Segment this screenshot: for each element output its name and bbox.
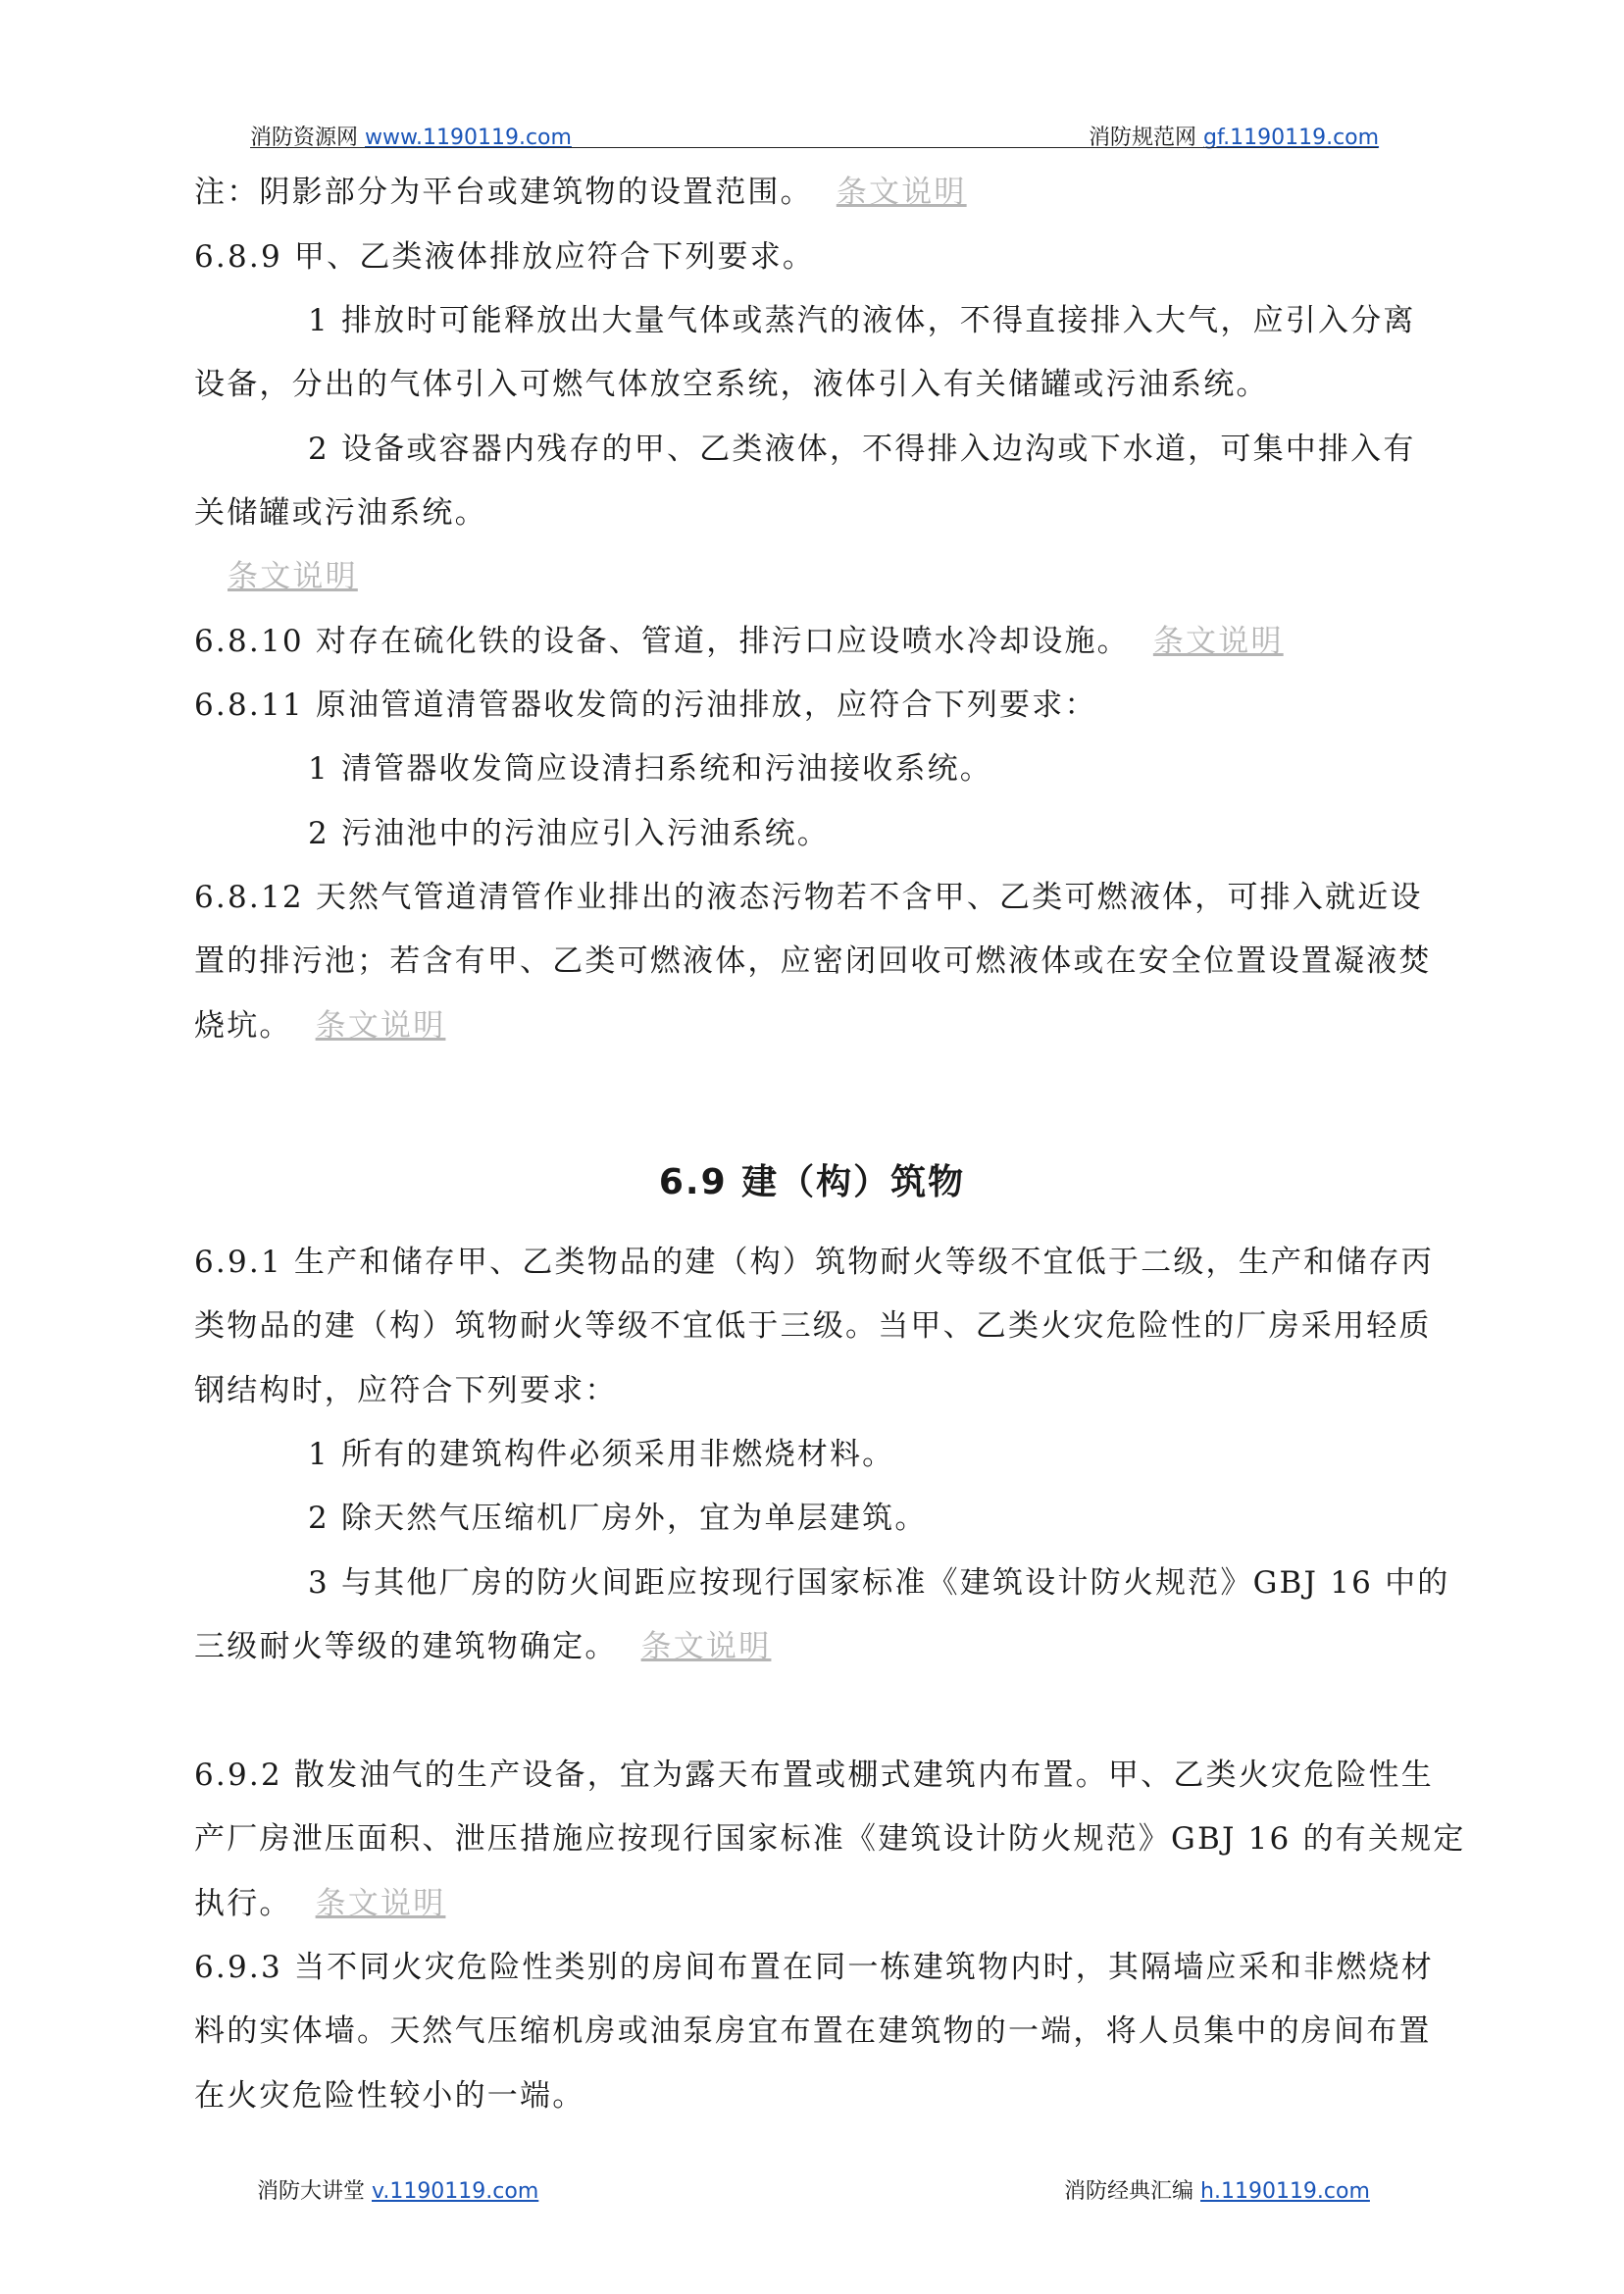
footer-left-label: 消防大讲堂 — [257, 2179, 366, 2204]
clause-note-link[interactable]: 条文说明 — [315, 1008, 446, 1044]
clause-note-link[interactable]: 条文说明 — [228, 559, 358, 594]
clause-note-link[interactable]: 条文说明 — [315, 1886, 446, 1921]
footer-right-label: 消防经典汇编 — [1064, 2179, 1194, 2204]
header-right-link[interactable]: gf.1190119.com — [1203, 126, 1380, 150]
clause-6-9-3 — [194, 1948, 1434, 1987]
line-text: 类物品的建（构）筑物耐火等级不宜低于三级。当甲、乙类火灾危险性的厂房采用轻质 — [194, 1308, 1432, 1344]
list-item — [308, 814, 830, 853]
line-text: 2 污油池中的污油应引入污油系统。 — [308, 816, 830, 851]
clause-6-9-2 — [194, 1756, 1434, 1795]
line-text: 6.9.2 散发油气的生产设备，宜为露天布置或棚式建筑内布置。甲、乙类火灾危险性生 — [194, 1758, 1434, 1793]
header-left-link[interactable]: www.1190119.com — [365, 126, 572, 150]
line-text: 3 与其他厂房的防火间距应按现行国家标准《建筑设计防火规范》GBJ 16 中的 — [308, 1565, 1450, 1601]
line-text: 6.9.1 生产和储存甲、乙类物品的建（构）筑物耐火等级不宜低于二级，生产和储存丙 — [194, 1245, 1434, 1280]
line-text: 烧坑。 — [194, 1008, 292, 1044]
line-text: 1 所有的建筑构件必须采用非燃烧材料。 — [308, 1437, 895, 1472]
footer-left-link[interactable]: v.1190119.com — [372, 2179, 539, 2204]
footer-right — [1064, 2174, 1370, 2205]
clause-6-9-1 — [194, 1243, 1434, 1282]
text-line — [194, 1371, 618, 1410]
text-line — [194, 2076, 584, 2116]
clause-note-link[interactable]: 条文说明 — [836, 175, 967, 210]
line-text: 设备，分出的气体引入可燃气体放空系统，液体引入有关储罐或污油系统。 — [194, 367, 1269, 402]
line-text: 注：阴影部分为平台或建筑物的设置范围。 — [194, 175, 813, 210]
line-text: 钢结构时，应符合下列要求： — [194, 1373, 618, 1408]
line-text: 置的排污池；若含有甲、乙类可燃液体，应密闭回收可燃液体或在安全位置设置凝液焚 — [194, 943, 1432, 979]
text-line — [194, 173, 967, 212]
line-text: 1 排放时可能释放出大量气体或蒸汽的液体，不得直接排入大气，应引入分离 — [308, 303, 1416, 338]
clause-note-link[interactable]: 条文说明 — [1152, 624, 1284, 659]
line-text: 1 清管器收发筒应设清扫系统和污油接收系统。 — [308, 751, 992, 787]
clause-note-link[interactable]: 条文说明 — [640, 1629, 772, 1664]
list-item — [308, 430, 1416, 469]
line-text: 在火灾危险性较小的一端。 — [194, 2078, 585, 2114]
text-line — [194, 942, 1432, 981]
section-title: 6.9 建（构）筑物 — [658, 1162, 966, 1202]
text-line — [194, 1627, 771, 1666]
footer-left — [257, 2174, 538, 2205]
text-line — [194, 365, 1269, 404]
text-line — [194, 493, 487, 533]
text-line — [228, 557, 358, 596]
footer-right-link[interactable]: h.1190119.com — [1200, 2179, 1370, 2204]
line-text: 2 除天然气压缩机厂房外，宜为单层建筑。 — [308, 1501, 928, 1536]
line-text: 料的实体墙。天然气压缩机房或油泵房宜布置在建筑物的一端，将人员集中的房间布置 — [194, 2014, 1432, 2049]
text-line — [194, 1819, 1466, 1859]
clause-6-8-11 — [194, 686, 1097, 725]
line-text: 6.8.9 甲、乙类液体排放应符合下列要求。 — [194, 239, 816, 275]
line-text: 6.8.10 对存在硫化铁的设备、管道，排污口应设喷水冷却设施。 — [194, 624, 1130, 659]
clause-6-8-10 — [194, 622, 1284, 661]
line-text: 产厂房泄压面积、泄压措施应按现行国家标准《建筑设计防火规范》GBJ 16 的有关规定 — [194, 1821, 1466, 1857]
header-divider — [250, 147, 1378, 148]
line-text: 2 设备或容器内残存的甲、乙类液体，不得排入边沟或下水道，可集中排入有 — [308, 432, 1416, 467]
clause-6-8-12 — [194, 878, 1423, 917]
list-item — [308, 1499, 928, 1538]
line-text: 6.8.12 天然气管道清管作业排出的液态污物若不含甲、乙类可燃液体，可排入就近设 — [194, 880, 1423, 915]
line-text: 执行。 — [194, 1886, 292, 1921]
line-text: 6.8.11 原油管道清管器收发筒的污油排放，应符合下列要求： — [194, 688, 1097, 723]
text-line — [194, 1306, 1432, 1346]
text-line — [194, 1884, 445, 1923]
list-item — [308, 749, 992, 789]
header-right-label: 消防规范网 — [1089, 126, 1197, 150]
header-left-label: 消防资源网 — [250, 126, 359, 150]
line-text: 6.9.3 当不同火灾危险性类别的房间布置在同一栋建筑物内时，其隔墙应采和非燃烧材 — [194, 1950, 1434, 1985]
list-item — [308, 1563, 1450, 1603]
clause-6-8-9 — [194, 237, 815, 277]
line-text: 三级耐火等级的建筑物确定。 — [194, 1629, 618, 1664]
line-text: 关储罐或污油系统。 — [194, 495, 487, 531]
list-item — [308, 1435, 894, 1474]
text-line — [194, 2012, 1432, 2051]
text-line — [194, 1006, 445, 1045]
list-item — [308, 301, 1416, 340]
